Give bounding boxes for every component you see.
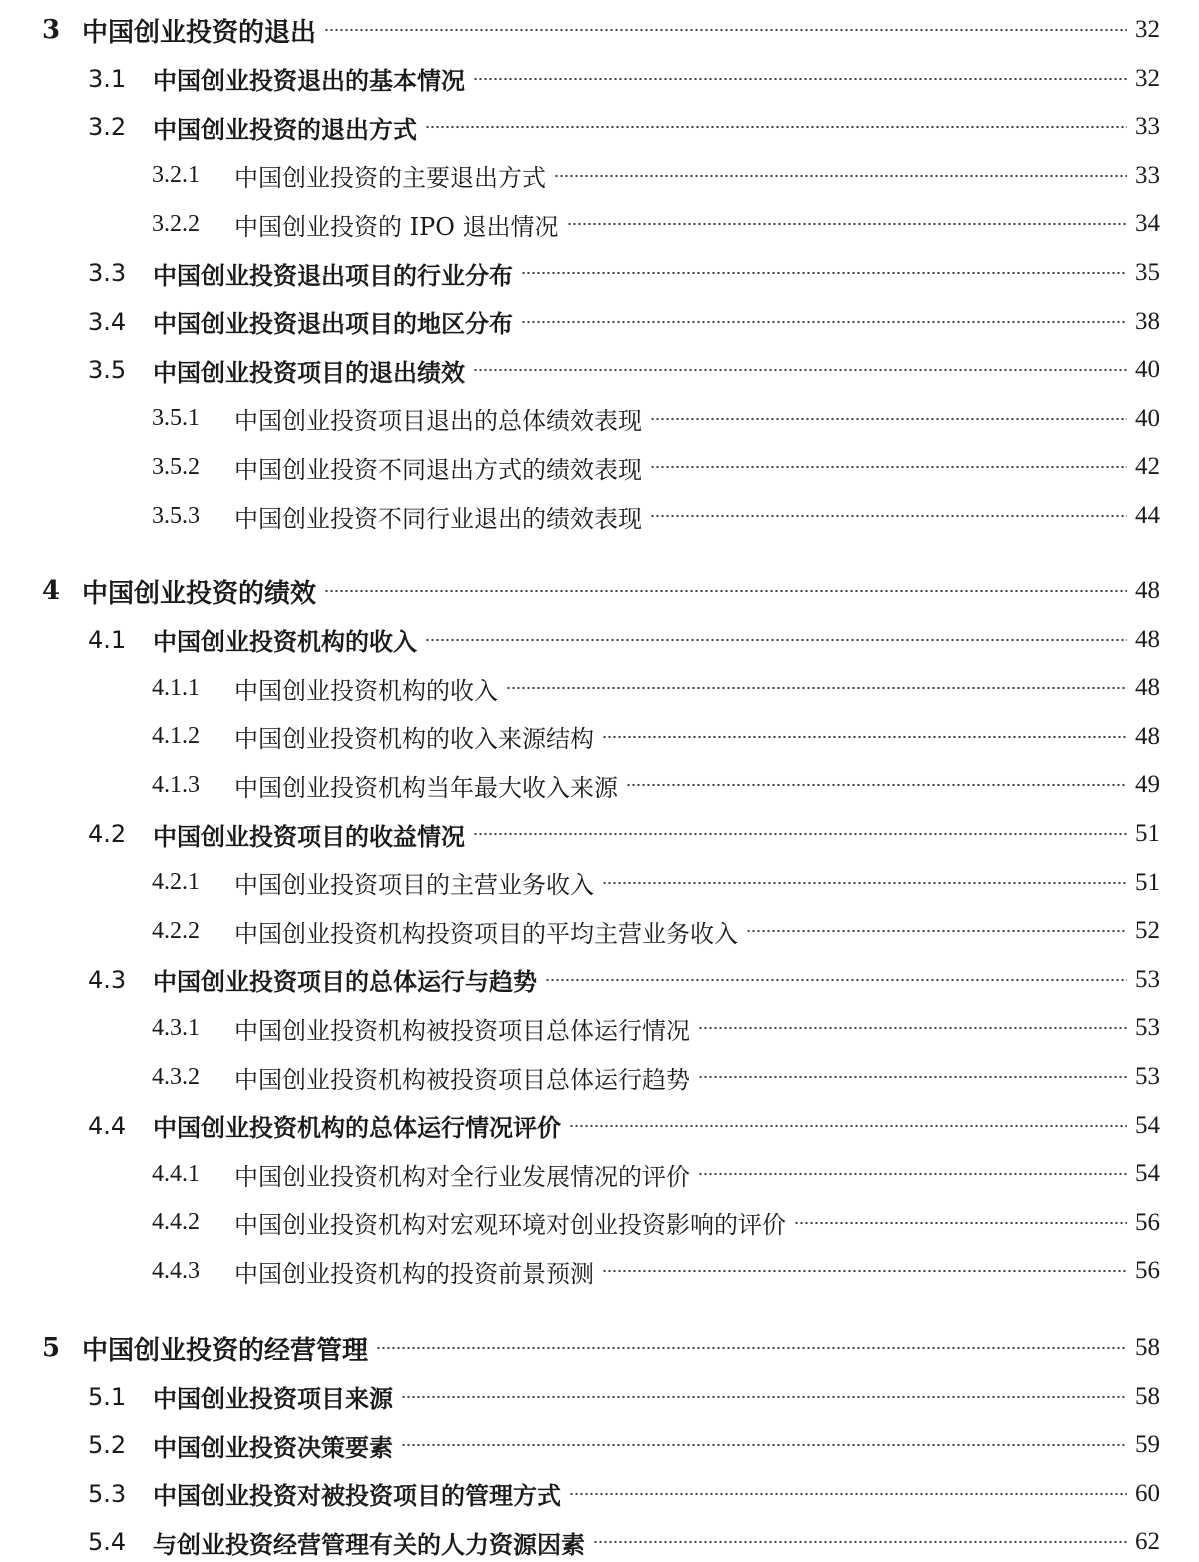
page-number: 58: [1135, 1334, 1160, 1361]
entry-number: 3.5.1: [152, 405, 200, 432]
page-number: 33: [1135, 161, 1160, 189]
page-number: 56: [1135, 1257, 1160, 1285]
entry-number: 3: [42, 15, 61, 45]
dot-leader: [521, 320, 1127, 324]
entry-number: 4.2.1: [152, 869, 200, 896]
subsection-entry[interactable]: [152, 1057, 1160, 1097]
page-number: 62: [1135, 1528, 1160, 1556]
dot-leader: [698, 1026, 1127, 1030]
subsection-entry[interactable]: [152, 1203, 1160, 1243]
entry-number: 3.3: [88, 259, 127, 287]
entry-title: 中国创业投资退出项目的地区分布: [153, 309, 513, 339]
subsection-entry[interactable]: [152, 668, 1160, 708]
dot-leader: [569, 1492, 1127, 1496]
section-entry[interactable]: [88, 59, 1160, 99]
entry-title: 中国创业投资项目的主营业务收入: [234, 871, 594, 900]
dot-leader: [401, 1443, 1127, 1447]
dot-leader: [593, 1540, 1127, 1544]
section-entry[interactable]: [88, 1474, 1160, 1514]
entry-number: 5.4: [88, 1528, 127, 1557]
page-number: 40: [1135, 356, 1160, 384]
entry-title: 中国创业投资机构的收入: [234, 676, 498, 705]
entry-number: 4.3.1: [152, 1014, 200, 1041]
subsection-entry[interactable]: [152, 1008, 1160, 1048]
entry-number: 4.1.2: [152, 723, 200, 750]
page-number: 48: [1135, 722, 1160, 750]
entry-title: 中国创业投资项目退出的总体绩效表现: [234, 407, 642, 436]
entry-title: 中国创业投资项目的总体运行与趋势: [153, 967, 537, 997]
page-number: 54: [1135, 1160, 1160, 1188]
dot-leader: [650, 465, 1127, 469]
entry-number: 4: [42, 576, 61, 606]
page-number: 48: [1135, 577, 1160, 604]
page-number: 54: [1135, 1111, 1160, 1139]
entry-title: 中国创业投资项目的退出绩效: [153, 357, 465, 387]
subsection-entry[interactable]: [152, 156, 1160, 196]
entry-number: 4.4.3: [152, 1257, 200, 1284]
entry-title: 与创业投资经营管理有关的人力资源因素: [153, 1529, 585, 1559]
dot-leader: [650, 514, 1127, 518]
subsection-entry[interactable]: [152, 911, 1160, 951]
page-number: 49: [1135, 771, 1160, 799]
page-number: 48: [1135, 674, 1160, 702]
dot-leader: [425, 125, 1127, 129]
entry-title: 中国创业投资不同行业退出的绩效表现: [234, 504, 642, 533]
dot-leader: [602, 735, 1127, 739]
page-number: 35: [1135, 259, 1160, 286]
page-number: 51: [1135, 820, 1160, 847]
subsection-entry[interactable]: [152, 496, 1160, 536]
subsection-entry[interactable]: [152, 863, 1160, 903]
section-entry[interactable]: [88, 1106, 1160, 1146]
entry-title: 中国创业投资机构的收入: [153, 627, 417, 657]
section-entry[interactable]: [88, 350, 1160, 390]
entry-title: 中国创业投资机构的投资前景预测: [234, 1259, 594, 1288]
section-entry[interactable]: [88, 253, 1160, 293]
dot-leader: [473, 77, 1127, 81]
page-number: 38: [1135, 307, 1160, 335]
dot-leader: [698, 1075, 1127, 1079]
chapter-entry[interactable]: [42, 10, 1160, 50]
section-entry[interactable]: [88, 107, 1160, 147]
entry-number: 5.3: [88, 1479, 127, 1508]
section-entry[interactable]: [88, 1425, 1160, 1465]
dot-leader: [521, 271, 1127, 275]
page-number: 53: [1135, 965, 1160, 993]
dot-leader: [554, 174, 1127, 178]
page-number: 59: [1135, 1431, 1160, 1459]
entry-number: 4.2.2: [152, 917, 200, 944]
dot-leader: [401, 1395, 1127, 1399]
entry-number: 4.1.3: [152, 771, 200, 798]
entry-title: 中国创业投资机构的收入来源结构: [234, 725, 594, 754]
entry-number: 3.5.3: [152, 502, 200, 529]
page-number: 33: [1135, 113, 1160, 141]
entry-title: 中国创业投资项目的收益情况: [153, 821, 465, 851]
entry-number: 4.3.2: [152, 1063, 200, 1090]
entry-title: 中国创业投资的退出: [82, 17, 317, 48]
entry-number: 3.2: [88, 113, 127, 142]
dot-leader: [602, 1269, 1127, 1273]
entry-title: 中国创业投资决策要素: [153, 1432, 393, 1462]
entry-number: 4.4: [88, 1111, 127, 1140]
section-entry[interactable]: [88, 960, 1160, 1000]
entry-number: 4.2: [88, 820, 127, 848]
page-number: 34: [1135, 210, 1160, 238]
subsection-entry[interactable]: [152, 1154, 1160, 1194]
dot-leader: [324, 28, 1127, 32]
entry-title: 中国创业投资不同退出方式的绩效表现: [234, 455, 642, 484]
entry-title: 中国创业投资机构的总体运行情况评价: [153, 1113, 561, 1143]
subsection-entry[interactable]: [152, 765, 1160, 805]
entry-number: 4.3: [88, 965, 127, 994]
entry-title: 中国创业投资机构被投资项目总体运行趋势: [234, 1065, 690, 1094]
entry-number: 4.4.1: [152, 1160, 200, 1187]
dot-leader: [376, 1346, 1127, 1350]
page-number: 53: [1135, 1063, 1160, 1090]
entry-title: 中国创业投资退出的基本情况: [153, 66, 465, 96]
page-number: 56: [1135, 1208, 1160, 1236]
dot-leader: [698, 1172, 1127, 1176]
entry-title: 中国创业投资机构对全行业发展情况的评价: [234, 1162, 690, 1191]
section-entry[interactable]: [88, 1522, 1160, 1562]
entry-number: 4.4.2: [152, 1209, 200, 1236]
entry-title: 中国创业投资机构当年最大收入来源: [234, 773, 618, 802]
section-entry[interactable]: [88, 814, 1160, 854]
entry-title: 中国创业投资机构投资项目的平均主营业务收入: [234, 919, 738, 948]
page-number: 51: [1135, 868, 1160, 896]
page-number: 42: [1135, 453, 1160, 481]
dot-leader: [324, 589, 1127, 593]
page-number: 40: [1135, 404, 1160, 432]
subsection-entry[interactable]: [152, 717, 1160, 757]
dot-leader: [425, 638, 1127, 642]
entry-number: 5.2: [88, 1431, 127, 1460]
entry-title: 中国创业投资的 IPO 退出情况: [234, 212, 559, 241]
dot-leader: [569, 1124, 1127, 1128]
entry-title: 中国创业投资对被投资项目的管理方式: [153, 1481, 561, 1511]
subsection-entry[interactable]: [152, 399, 1160, 439]
entry-title: 中国创业投资的退出方式: [153, 114, 417, 144]
entry-title: 中国创业投资机构对宏观环境对创业投资影响的评价: [234, 1211, 786, 1240]
entry-number: 4.1: [88, 625, 127, 654]
entry-number: 3.1: [88, 64, 127, 93]
page-number: 58: [1135, 1382, 1160, 1410]
entry-number: 5.1: [88, 1382, 127, 1411]
dot-leader: [567, 222, 1127, 226]
subsection-entry[interactable]: [152, 447, 1160, 487]
chapter-entry[interactable]: [42, 571, 1160, 611]
dot-leader: [602, 881, 1127, 885]
dot-leader: [794, 1221, 1127, 1225]
subsection-entry[interactable]: [152, 1251, 1160, 1291]
page-number: 44: [1135, 502, 1160, 529]
section-entry[interactable]: [88, 302, 1160, 342]
entry-number: 3.2.2: [152, 210, 200, 237]
dot-leader: [473, 832, 1127, 836]
section-entry[interactable]: [88, 1377, 1160, 1417]
page-number: 48: [1135, 625, 1160, 653]
section-entry[interactable]: [88, 620, 1160, 660]
entry-title: 中国创业投资的经营管理: [82, 1335, 369, 1366]
dot-leader: [506, 686, 1127, 690]
entry-number: 3.5: [88, 356, 127, 385]
dot-leader: [473, 368, 1127, 372]
page-number: 32: [1135, 16, 1160, 43]
chapter-entry[interactable]: [42, 1328, 1160, 1368]
entry-number: 5: [42, 1333, 61, 1363]
page-number: 53: [1135, 1014, 1160, 1042]
dot-leader: [746, 929, 1127, 933]
entry-number: 3.2.1: [152, 162, 200, 189]
entry-title: 中国创业投资项目来源: [153, 1384, 393, 1414]
entry-title: 中国创业投资退出项目的行业分布: [153, 260, 513, 290]
dot-leader: [626, 783, 1127, 787]
entry-number: 3.5.2: [152, 453, 200, 480]
page-number: 32: [1135, 64, 1160, 92]
page-number: 60: [1135, 1479, 1160, 1507]
subsection-entry[interactable]: [152, 204, 1160, 244]
entry-number: 3.4: [88, 307, 127, 336]
entry-title: 中国创业投资的主要退出方式: [234, 164, 546, 193]
entry-title: 中国创业投资的绩效: [82, 578, 317, 609]
entry-title: 中国创业投资机构被投资项目总体运行情况: [234, 1016, 690, 1045]
dot-leader: [545, 978, 1127, 982]
dot-leader: [650, 417, 1127, 421]
page-number: 52: [1135, 917, 1160, 945]
entry-number: 4.1.1: [152, 674, 200, 701]
